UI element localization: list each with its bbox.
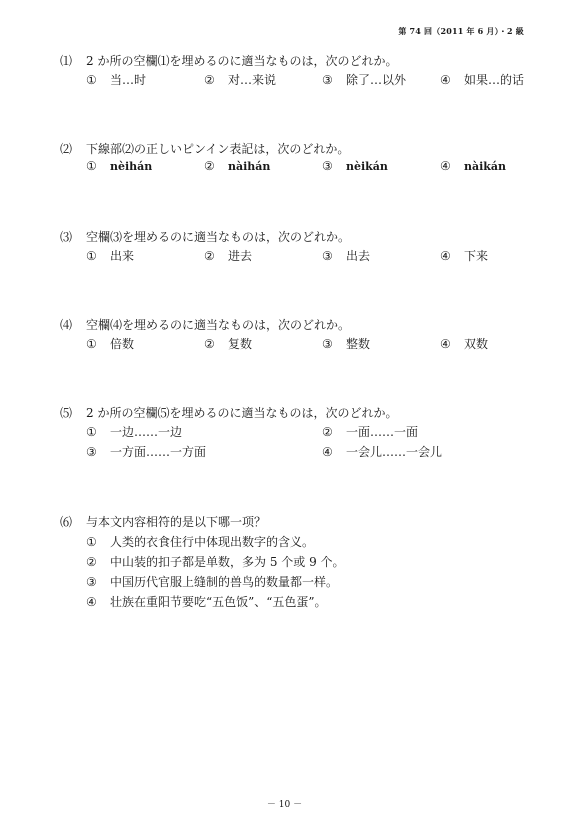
question-6 [60, 514, 540, 612]
option-text: 一面……一面 [346, 425, 419, 439]
option-mark: ③ [86, 445, 97, 459]
option-text: 当…时 [110, 73, 147, 87]
option-1[interactable] [86, 335, 134, 352]
option-mark: ② [204, 159, 215, 173]
option-4[interactable] [440, 335, 488, 352]
question-2 [60, 141, 540, 179]
question-stem [60, 141, 540, 157]
option-text: 除了…以外 [346, 73, 407, 87]
option-mark: ① [86, 249, 97, 263]
option-3[interactable] [322, 247, 370, 264]
option-text: nàikán [464, 160, 507, 173]
option-text: 中山装的扣子都是单数，多为 5 个或 9 个。 [110, 555, 345, 569]
option-2[interactable] [322, 423, 418, 440]
option-list [60, 423, 540, 463]
option-text: 对…来说 [228, 73, 277, 87]
option-2[interactable] [204, 247, 252, 264]
option-text: 一方面……一方面 [110, 445, 207, 459]
option-list [60, 247, 540, 267]
option-mark: ④ [440, 73, 451, 87]
question-text: 空欄⑷を埋めるのに適当なものは，次のどれか。 [86, 318, 351, 332]
option-list [60, 159, 540, 179]
option-text: 进去 [228, 249, 253, 263]
option-list [60, 71, 540, 91]
question-number: ⑹ [60, 515, 73, 529]
question-number: ⑴ [60, 54, 73, 68]
option-mark: ① [86, 73, 97, 87]
question-4 [60, 317, 540, 355]
option-mark: ② [204, 337, 215, 351]
question-number: ⑷ [60, 318, 73, 332]
option-text: 人类的衣食住行中体现出数字的含义。 [110, 535, 315, 549]
option-text: 出去 [346, 249, 371, 263]
option-text: 整数 [346, 337, 371, 351]
question-text: 与本文内容相符的是以下哪一项？ [86, 515, 267, 529]
option-3[interactable] [322, 71, 406, 88]
question-text: 2 か所の空欄⑸を埋めるのに適当なものは，次のどれか。 [86, 406, 398, 420]
option-3[interactable] [322, 335, 370, 352]
option-mark: ① [86, 425, 97, 439]
option-4[interactable] [440, 159, 506, 173]
option-text: 壮族在重阳节要吃“五色饭”、“五色蛋”。 [110, 595, 327, 609]
option-mark: ③ [322, 73, 333, 87]
question-stem [60, 317, 540, 333]
question-1 [60, 53, 540, 91]
option-text: nèihán [110, 160, 153, 173]
option-mark: ④ [86, 595, 97, 609]
option-mark: ① [86, 337, 97, 351]
option-text: 下来 [464, 249, 489, 263]
option-4[interactable] [440, 71, 524, 88]
question-3 [60, 229, 540, 267]
option-text: 倍数 [110, 337, 135, 351]
option-text: 中国历代官服上缝制的兽鸟的数量都一样。 [110, 575, 339, 589]
question-text: 2 か所の空欄⑴を埋めるのに適当なものは，次のどれか。 [86, 54, 398, 68]
question-number: ⑵ [60, 142, 73, 156]
option-4[interactable] [322, 443, 442, 460]
option-1[interactable] [86, 159, 152, 173]
option-2[interactable] [204, 335, 252, 352]
page-header: 第 74 回（2011 年 6 月）・2 級 [398, 26, 524, 36]
option-4[interactable] [86, 592, 540, 612]
option-mark: ① [86, 535, 97, 549]
option-mark: ③ [322, 337, 333, 351]
option-mark: ③ [322, 249, 333, 263]
option-text: 双数 [464, 337, 489, 351]
option-mark: ③ [322, 159, 333, 173]
option-text: 一会儿……一会儿 [346, 445, 443, 459]
question-text: 空欄⑶を埋めるのに適当なものは，次のどれか。 [86, 230, 351, 244]
question-number: ⑸ [60, 406, 73, 420]
option-3[interactable] [86, 443, 206, 460]
option-mark: ④ [440, 337, 451, 351]
option-text: 如果…的话 [464, 73, 525, 87]
option-mark: ② [204, 73, 215, 87]
option-mark: ④ [322, 445, 333, 459]
question-stem [60, 514, 540, 530]
option-1[interactable] [86, 532, 540, 552]
question-number: ⑶ [60, 230, 73, 244]
option-text: 复数 [228, 337, 253, 351]
option-list [60, 335, 540, 355]
option-mark: ② [322, 425, 333, 439]
option-4[interactable] [440, 247, 488, 264]
option-text: nàihán [228, 160, 271, 173]
question-stem [60, 229, 540, 245]
option-text: nèikán [346, 160, 388, 173]
option-mark: ① [86, 159, 97, 173]
option-mark: ④ [440, 159, 451, 173]
option-1[interactable] [86, 423, 182, 440]
option-1[interactable] [86, 71, 146, 88]
option-3[interactable] [322, 159, 388, 173]
option-mark: ④ [440, 249, 451, 263]
page-number: － 10 － [266, 800, 303, 810]
option-mark: ② [204, 249, 215, 263]
option-1[interactable] [86, 247, 134, 264]
question-stem [60, 53, 540, 69]
option-mark: ③ [86, 575, 97, 589]
option-3[interactable] [86, 572, 540, 592]
option-text: 出来 [110, 249, 135, 263]
question-5 [60, 405, 540, 463]
option-2[interactable] [86, 552, 540, 572]
option-text: 一边……一边 [110, 425, 183, 439]
option-mark: ② [86, 555, 97, 569]
question-text: 下線部⑵の正しいピンイン表記は，次のどれか。 [86, 142, 350, 156]
option-2[interactable] [204, 71, 276, 88]
question-stem [60, 405, 540, 421]
option-list [60, 532, 540, 612]
option-2[interactable] [204, 159, 270, 173]
